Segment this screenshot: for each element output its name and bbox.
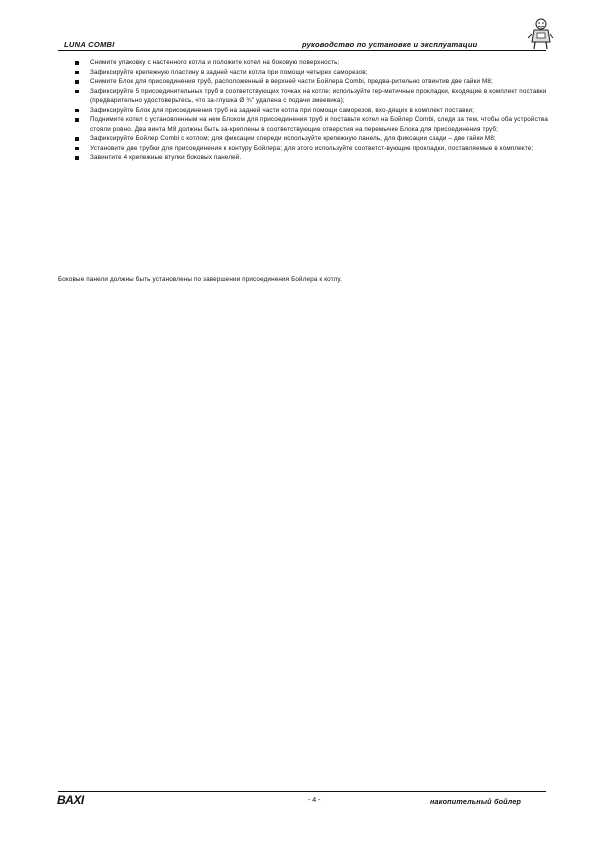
bullet-icon — [75, 156, 79, 160]
list-item-text: Зафиксируйте Бойлер Combi с котлом; для фиксации спереди используйте крепежную панель, для фиксации сзади – две гайки M8; — [90, 135, 496, 142]
list-item — [58, 58, 548, 68]
list-item — [58, 144, 548, 154]
mascot-illustration — [526, 16, 554, 50]
list-item — [58, 134, 548, 144]
list-item-text: Поднимите котел с установленным на нем Блоком для присоединения труб и поставьте котел на Бойлер Combi, следя за тем, чтобы оба устройства стояли ровно. Два винта M8 должны быть за-креплены в соответствующие отверстия на перемычке Блока для присоединения труб; — [90, 116, 548, 133]
closing-paragraph: Боковые панели должны быть установлены по завершении присоединения Бойлера к котлу. — [58, 276, 342, 283]
footer-product-title: накопительный бойлер — [430, 797, 522, 806]
list-item-text: Снимите упаковку с настенного котла и положите котел на боковую поверхность; — [90, 59, 340, 66]
list-item-text: Зафиксируйте 5 присоединительных труб в соответствующих точках на котле; используйте гер-метичные прокладки, входящие в комплект поставки (предварительно удостоверьтесь, что за-глушка Ø ¾" удалена с подачи змеевика); — [90, 87, 547, 104]
instruction-list — [58, 58, 548, 163]
bullet-icon — [75, 109, 79, 113]
header-divider — [58, 50, 546, 51]
bullet-icon — [75, 90, 79, 94]
list-item — [58, 77, 548, 87]
baxi-logo: BAXI — [57, 793, 84, 807]
bullet-icon — [75, 61, 79, 65]
bullet-icon — [75, 71, 79, 75]
list-item — [58, 68, 548, 78]
list-item-text: Снимите Блок для присоединения труб, расположенный в верхней части Бойлера Combi, предва-рительно отвинтив две гайки M8; — [90, 78, 493, 85]
list-item-text: Установите две трубки для присоединения к контуру Бойлера; для этого используйте соответст-вующие прокладки, поставляемые в комплекте; — [90, 144, 534, 152]
footer-divider — [58, 791, 546, 792]
bullet-icon — [75, 80, 79, 84]
bullet-icon — [75, 137, 79, 141]
bullet-icon — [75, 118, 79, 122]
list-item — [58, 115, 548, 134]
bullet-icon — [75, 147, 79, 151]
header-section-title: руководство по установке и эксплуатации — [302, 40, 478, 49]
list-item — [58, 153, 548, 163]
list-item — [58, 87, 548, 106]
list-item-text: Зафиксируйте Блок для присоединения труб на задней части котла при помощи саморезов, вхо-дящих в комплект поставки; — [90, 106, 475, 114]
list-item-text: Завинтите 4 крепежные втулки боковых панелей. — [90, 154, 242, 161]
list-item-text: Зафиксируйте крепежную пластину в задней части котла при помощи четырех саморезов; — [90, 68, 368, 76]
header-model: LUNA COMBI — [64, 40, 115, 49]
list-item — [58, 106, 548, 116]
page-number: - 4 - — [308, 797, 321, 804]
